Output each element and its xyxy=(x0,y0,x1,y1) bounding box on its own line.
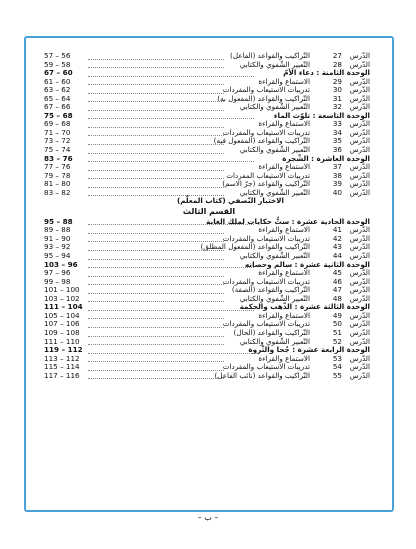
page-range: 91 – 90 xyxy=(44,233,71,243)
exam-row xyxy=(44,197,374,206)
lesson-number: 35 xyxy=(332,136,342,146)
lesson-label: الدّرس xyxy=(349,93,370,103)
lesson-label: الدّرس xyxy=(349,85,370,95)
lesson-label: الدّرس xyxy=(349,285,370,295)
entry-title: التّعبير الشّفوي والكتابي xyxy=(239,59,310,69)
page-range: 89 – 88 xyxy=(44,225,71,235)
entry-title: الاستماع والقراءة xyxy=(258,119,310,129)
page-range: 61 – 60 xyxy=(44,76,71,86)
page-range: 63 – 62 xyxy=(44,85,71,95)
page-range: 109 – 108 xyxy=(44,327,80,337)
lesson-label: الدّرس xyxy=(349,102,370,112)
entry-title: الوحدة العاشرة : الشّجرة xyxy=(282,153,370,163)
entry-title: تدريبات الاستيعاب والمفردات xyxy=(222,127,310,137)
lesson-label: الدّرس xyxy=(349,353,370,363)
entry-title: تدريبات الاستيعاب والمفردات xyxy=(222,85,310,95)
page-range: 67 – 66 xyxy=(44,102,71,112)
page-range: 75 – 68 xyxy=(44,110,73,120)
page-range: 111 – 110 xyxy=(44,336,80,346)
page-range: 77 – 76 xyxy=(44,162,71,172)
entry-title: التّعبير الشّفوي والكتابي xyxy=(239,251,310,261)
entry-title: التّراكيب والقواعد (جرّ الاسم) xyxy=(222,179,310,189)
lesson-label: الدّرس xyxy=(349,276,370,286)
dot-leader xyxy=(88,370,224,380)
lesson-number: 34 xyxy=(332,127,342,137)
lesson-number: 39 xyxy=(332,179,342,189)
entry-title: التّراكيب والقواعد (المفعول المطلق) xyxy=(200,242,310,252)
lesson-number: 50 xyxy=(332,319,342,329)
page-range: 97 – 96 xyxy=(44,268,71,278)
lesson-label: الدّرس xyxy=(349,136,370,146)
page-range: 73 – 72 xyxy=(44,136,71,146)
entry-title: تدريبات الاستيعاب والمفردات xyxy=(222,362,310,372)
page-range: 111 – 104 xyxy=(44,302,83,312)
page-range: 117 – 116 xyxy=(44,370,80,380)
lesson-number: 49 xyxy=(332,310,342,320)
lesson-label: الدّرس xyxy=(349,76,370,86)
entry-title: التّراكيب والقواعد (نائب الفاعل) xyxy=(214,370,310,380)
lesson-number: 48 xyxy=(332,293,342,303)
lesson-label: الدّرس xyxy=(349,336,370,346)
lesson-label: الدّرس xyxy=(349,268,370,278)
lesson-number: 27 xyxy=(332,51,342,60)
page-range: 75 – 74 xyxy=(44,145,71,155)
page-range: 101 – 100 xyxy=(44,285,80,295)
page-range: 103 – 102 xyxy=(44,293,80,303)
entry-title: الوحدة الثانية عشرة : سالم وحصانه xyxy=(245,259,370,269)
lesson-label: الدّرس xyxy=(349,145,370,155)
page-range: 119 – 112 xyxy=(44,345,83,355)
lesson-label: الدّرس xyxy=(349,225,370,235)
entry-title: الوحدة الثالثة عشرة : الذّهب والحكمة xyxy=(239,302,370,312)
lesson-label: الدّرس xyxy=(349,362,370,372)
lesson-number: 53 xyxy=(332,353,342,363)
entry-title: التّعبير الشّفوي والكتابي xyxy=(239,336,310,346)
lesson-number: 29 xyxy=(332,76,342,86)
lesson-number: 46 xyxy=(332,276,342,286)
entry-title: الاستماع والقراءة xyxy=(258,268,310,278)
entry-title: الوحدة الحادية عشرة : ستُّ حكايات لملك الغابة xyxy=(206,216,370,226)
lesson-label: الدّرس xyxy=(349,251,370,261)
lesson-number: 31 xyxy=(332,93,342,103)
entry-title: التّراكيب والقواعد (المفعول فيه) xyxy=(213,136,310,146)
page-range: 105 – 104 xyxy=(44,310,80,320)
lesson-number: 55 xyxy=(332,370,342,380)
page-range: 83 – 76 xyxy=(44,153,73,163)
entry-title: الاستماع والقراءة xyxy=(258,76,310,86)
entry-title: التّعبير الشّفوي والكتابي xyxy=(239,145,310,155)
page-footer: – ب – xyxy=(197,513,219,522)
page-range: 79 – 78 xyxy=(44,170,71,180)
lesson-label: الدّرس xyxy=(349,119,370,129)
page-range: 67 – 60 xyxy=(44,68,73,78)
lesson-number: 43 xyxy=(332,242,342,252)
lesson-number: 41 xyxy=(332,225,342,235)
lesson-number: 44 xyxy=(332,251,342,261)
lesson-number: 47 xyxy=(332,285,342,295)
lesson-number: 36 xyxy=(332,145,342,155)
page-range: 93 – 92 xyxy=(44,242,71,252)
lesson-label: الدّرس xyxy=(349,233,370,243)
lesson-number: 42 xyxy=(332,233,342,243)
lesson-number: 52 xyxy=(332,336,342,346)
entry-title: التّراكيب والقواعد (الحال) xyxy=(233,327,310,337)
lesson-number: 45 xyxy=(332,268,342,278)
lesson-number: 40 xyxy=(332,187,342,197)
lesson-label: الدّرس xyxy=(349,59,370,69)
lesson-number: 30 xyxy=(332,85,342,95)
entry-title: تدريبات الاستيعاب والمفردات xyxy=(222,319,310,329)
entry-title: الوحدة الثامنة : دعاء الأمّ xyxy=(283,68,370,78)
page-range: 71 – 70 xyxy=(44,127,71,137)
lesson-number: 51 xyxy=(332,327,342,337)
lesson-label: الدّرس xyxy=(349,179,370,189)
lesson-label: الدّرس xyxy=(349,293,370,303)
entry-title: الاستماع والقراءة xyxy=(258,225,310,235)
entry-title: تدريبات الاستيعاب والمفردات xyxy=(222,276,310,286)
page-range: 59 – 58 xyxy=(44,59,71,69)
lesson-number: 33 xyxy=(332,119,342,129)
page-range: 103 – 96 xyxy=(44,259,78,269)
lesson-label: الدّرس xyxy=(349,162,370,172)
page-range: 99 – 98 xyxy=(44,276,71,286)
lesson-label: الدّرس xyxy=(349,187,370,197)
entry-title: الوحدة التاسعة : تلوّث الماء xyxy=(273,110,370,120)
lesson-label: الدّرس xyxy=(349,319,370,329)
lesson-row xyxy=(44,372,374,381)
section-heading: القسم الثالث xyxy=(182,206,236,216)
entry-title: التّعبير الشّفوي والكتابي xyxy=(239,187,310,197)
page-range: 65 – 64 xyxy=(44,93,71,103)
page-range: 57 – 56 xyxy=(44,51,71,60)
entry-title: التّراكيب والقواعد (المفعول به) xyxy=(217,93,310,103)
entry-title: تدريبات الاستيعاب والمفردات xyxy=(222,233,310,243)
lesson-label: الدّرس xyxy=(349,127,370,137)
lesson-number: 32 xyxy=(332,102,342,112)
lesson-number: 54 xyxy=(332,362,342,372)
page-range: 81 – 80 xyxy=(44,179,71,189)
lesson-number: 38 xyxy=(332,170,342,180)
page-range: 95 – 88 xyxy=(44,216,73,226)
lesson-label: الدّرس xyxy=(349,170,370,180)
entry-title: الاختبار النّصفي (كتاب المعلّم) xyxy=(176,196,284,206)
entry-title: التّراكيب والقواعد (الصفة) xyxy=(231,285,310,295)
lesson-label: الدّرس xyxy=(349,327,370,337)
page-range: 95 – 94 xyxy=(44,251,71,261)
entry-title: التّعبير الشّفوي والكتابي xyxy=(239,293,310,303)
page-range: 69 – 68 xyxy=(44,119,71,129)
lesson-number: 37 xyxy=(332,162,342,172)
dot-leader xyxy=(88,187,224,197)
lesson-label: الدّرس xyxy=(349,310,370,320)
page-range: 107 – 106 xyxy=(44,319,80,329)
entry-title: الاستماع والقراءة xyxy=(258,310,310,320)
entry-title: الوحدة الرابعة عشرة : جُحا والثّروة xyxy=(248,345,370,355)
lesson-label: الدّرس xyxy=(349,51,370,60)
entry-title: الاستماع والقراءة xyxy=(258,353,310,363)
table-of-contents xyxy=(44,52,374,380)
lesson-label: الدّرس xyxy=(349,370,370,380)
entry-title: التّعبير الشّفوي والكتابي xyxy=(239,102,310,112)
lesson-label: الدّرس xyxy=(349,242,370,252)
page-range: 83 – 82 xyxy=(44,187,71,197)
entry-title: تدريبات الاستيعاب المفردات xyxy=(226,170,310,180)
page-range: 113 – 112 xyxy=(44,353,80,363)
entry-title: الاستماع والقراءة xyxy=(258,162,310,172)
entry-title: التّراكيب والقواعد (الفاعل) xyxy=(230,51,310,60)
lesson-number: 28 xyxy=(332,59,342,69)
page-range: 115 – 114 xyxy=(44,362,80,372)
